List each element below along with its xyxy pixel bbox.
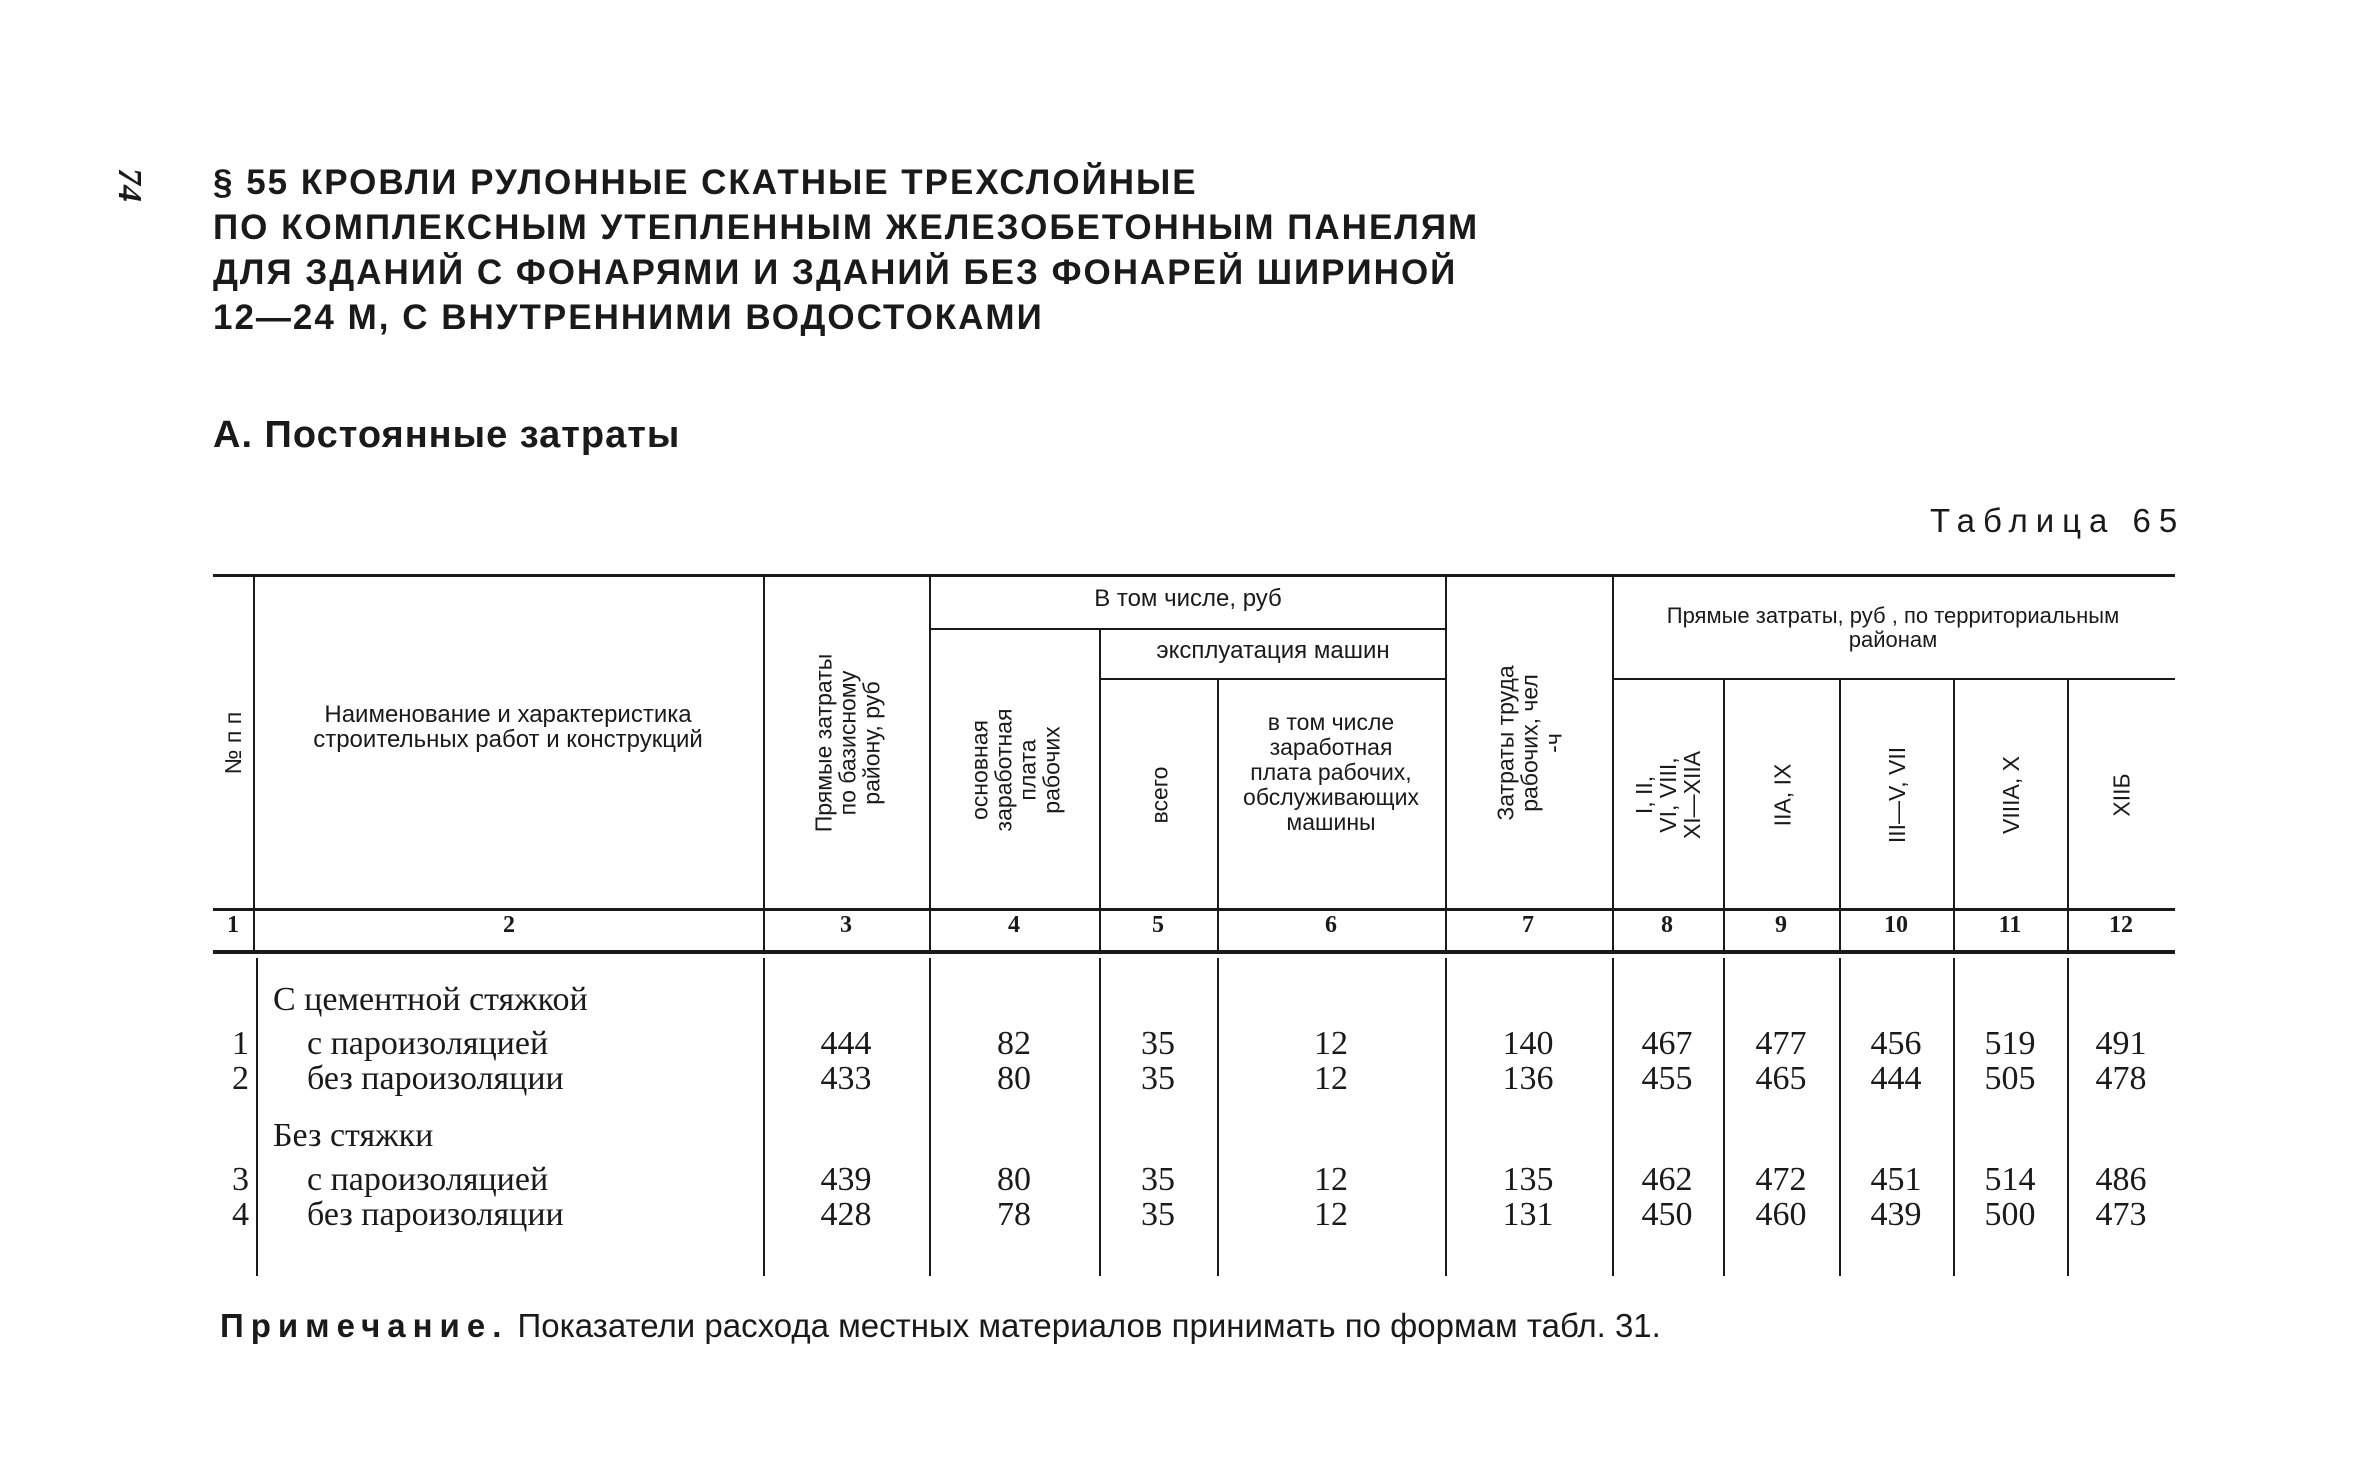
column-number: 2 bbox=[503, 912, 515, 938]
value-cell: 12 bbox=[1314, 1025, 1348, 1062]
value-cell: 500 bbox=[1984, 1196, 2036, 1233]
group-title: Без стяжки bbox=[273, 1117, 434, 1154]
value-cell: 450 bbox=[1641, 1196, 1693, 1233]
value-cell: 433 bbox=[820, 1060, 872, 1097]
header-incl-group: В том числе, руб bbox=[1094, 585, 1282, 612]
value-cell: 78 bbox=[997, 1196, 1031, 1233]
row-name: без пароизоляции bbox=[307, 1196, 564, 1233]
header-machines-wage: в том числе заработная плата рабочих, обслуживающих машины bbox=[1243, 709, 1419, 835]
page-number: 74 bbox=[111, 168, 148, 202]
heading-line: ПО КОМПЛЕКСНЫМ УТЕПЛЕННЫМ ЖЕЛЕЗОБЕТОННЫМ ПАНЕЛЯМ bbox=[213, 208, 1480, 247]
table-label: Таблица 65 bbox=[1930, 502, 2186, 539]
column-number: 8 bbox=[1661, 912, 1673, 938]
column-divider bbox=[256, 958, 258, 1276]
value-cell: 439 bbox=[1870, 1196, 1922, 1233]
subheading: А. Постоянные затраты bbox=[213, 414, 681, 456]
column-divider bbox=[1217, 678, 1219, 950]
value-cell: 451 bbox=[1870, 1161, 1922, 1198]
value-cell: 486 bbox=[2095, 1161, 2147, 1198]
value-cell: 35 bbox=[1141, 1196, 1175, 1233]
header-region: XIIБ bbox=[2109, 773, 2135, 817]
heading-line: § 55 КРОВЛИ РУЛОННЫЕ СКАТНЫЕ ТРЕХСЛОЙНЫЕ bbox=[213, 163, 1198, 202]
note-lead: Примечание. bbox=[220, 1307, 509, 1344]
value-cell: 12 bbox=[1314, 1060, 1348, 1097]
header-region: III—V, VII bbox=[1884, 746, 1910, 844]
value-cell: 462 bbox=[1641, 1161, 1693, 1198]
value-cell: 136 bbox=[1502, 1060, 1554, 1097]
value-cell: 473 bbox=[2095, 1196, 2147, 1233]
header-basic-wage: основная заработная плата рабочих bbox=[966, 708, 1064, 832]
header-machines-group: эксплуатация машин bbox=[1156, 637, 1390, 664]
value-cell: 80 bbox=[997, 1161, 1031, 1198]
value-cell: 477 bbox=[1755, 1025, 1807, 1062]
machines-group-rule bbox=[1099, 678, 1445, 680]
table-note bbox=[220, 1307, 1661, 1345]
table-top-rule bbox=[213, 574, 2175, 577]
column-number: 10 bbox=[1884, 912, 1908, 938]
value-cell: 478 bbox=[2095, 1060, 2147, 1097]
value-cell: 467 bbox=[1641, 1025, 1693, 1062]
value-cell: 491 bbox=[2095, 1025, 2147, 1062]
column-number: 7 bbox=[1522, 912, 1534, 938]
column-number: 4 bbox=[1008, 912, 1020, 938]
value-cell: 131 bbox=[1502, 1196, 1554, 1233]
value-cell: 519 bbox=[1984, 1025, 2036, 1062]
heading-line: 12—24 М, С ВНУТРЕННИМИ ВОДОСТОКАМИ bbox=[213, 298, 1044, 337]
column-number: 3 bbox=[840, 912, 852, 938]
territorial-group-rule bbox=[1612, 678, 2175, 680]
value-cell: 428 bbox=[820, 1196, 872, 1233]
column-divider bbox=[1445, 958, 1447, 1276]
value-cell: 456 bbox=[1870, 1025, 1922, 1062]
column-divider bbox=[253, 574, 255, 950]
row-number: 4 bbox=[232, 1196, 249, 1233]
row-number: 1 bbox=[232, 1025, 249, 1062]
column-number-rule bbox=[213, 950, 2175, 954]
value-cell: 460 bbox=[1755, 1196, 1807, 1233]
value-cell: 444 bbox=[1870, 1060, 1922, 1097]
value-cell: 35 bbox=[1141, 1161, 1175, 1198]
group-title: С цементной стяжкой bbox=[273, 981, 588, 1018]
header-territorial-group: Прямые затраты, руб , по территориальным районам bbox=[1666, 603, 2120, 652]
row-name: с пароизоляцией bbox=[307, 1161, 549, 1198]
header-direct-base: Прямые затраты по базисному району, руб bbox=[810, 653, 884, 833]
note-text: Показатели расхода местных материалов принимать по формам табл. 31. bbox=[517, 1307, 1661, 1344]
value-cell: 505 bbox=[1984, 1060, 2036, 1097]
value-cell: 12 bbox=[1314, 1196, 1348, 1233]
header-region: IIA, IX bbox=[1768, 763, 1795, 827]
header-region: VIIIA, X bbox=[1997, 756, 2024, 834]
value-cell: 472 bbox=[1755, 1161, 1807, 1198]
value-cell: 135 bbox=[1502, 1161, 1554, 1198]
header-machines-total: всего bbox=[1146, 766, 1172, 824]
header-name: Наименование и характеристика строительных работ и конструкций bbox=[313, 701, 703, 753]
value-cell: 80 bbox=[997, 1060, 1031, 1097]
column-divider bbox=[929, 958, 931, 1276]
row-number: 3 bbox=[232, 1161, 249, 1198]
cost-table bbox=[213, 574, 2175, 1284]
column-number: 11 bbox=[1998, 912, 2022, 938]
row-number: 2 bbox=[232, 1060, 249, 1097]
value-cell: 12 bbox=[1314, 1161, 1348, 1198]
column-number: 12 bbox=[2109, 912, 2133, 938]
header-row-no: № п п bbox=[220, 711, 246, 775]
column-divider bbox=[763, 958, 765, 1276]
header-bottom-rule bbox=[213, 908, 2175, 911]
column-number: 9 bbox=[1775, 912, 1787, 938]
column-number: 6 bbox=[1325, 912, 1337, 938]
row-name: без пароизоляции bbox=[307, 1060, 564, 1097]
section-heading bbox=[213, 160, 1693, 340]
header-labor: Затраты труда рабочих, чел -ч bbox=[1492, 665, 1567, 821]
value-cell: 35 bbox=[1141, 1060, 1175, 1097]
row-name: с пароизоляцией bbox=[307, 1025, 549, 1062]
value-cell: 82 bbox=[997, 1025, 1031, 1062]
value-cell: 35 bbox=[1141, 1025, 1175, 1062]
value-cell: 455 bbox=[1641, 1060, 1693, 1097]
heading-line: ДЛЯ ЗДАНИЙ С ФОНАРЯМИ И ЗДАНИЙ БЕЗ ФОНАРЕЙ ШИРИНОЙ bbox=[213, 253, 1458, 292]
header-region: I, II, VI, VIII, XI—XIIA bbox=[1631, 750, 1706, 840]
column-number: 5 bbox=[1152, 912, 1164, 938]
column-number: 1 bbox=[227, 912, 239, 938]
value-cell: 444 bbox=[820, 1025, 872, 1062]
value-cell: 439 bbox=[820, 1161, 872, 1198]
incl-group-rule bbox=[929, 628, 1445, 630]
value-cell: 465 bbox=[1755, 1060, 1807, 1097]
value-cell: 514 bbox=[1984, 1161, 2036, 1198]
value-cell: 140 bbox=[1502, 1025, 1554, 1062]
